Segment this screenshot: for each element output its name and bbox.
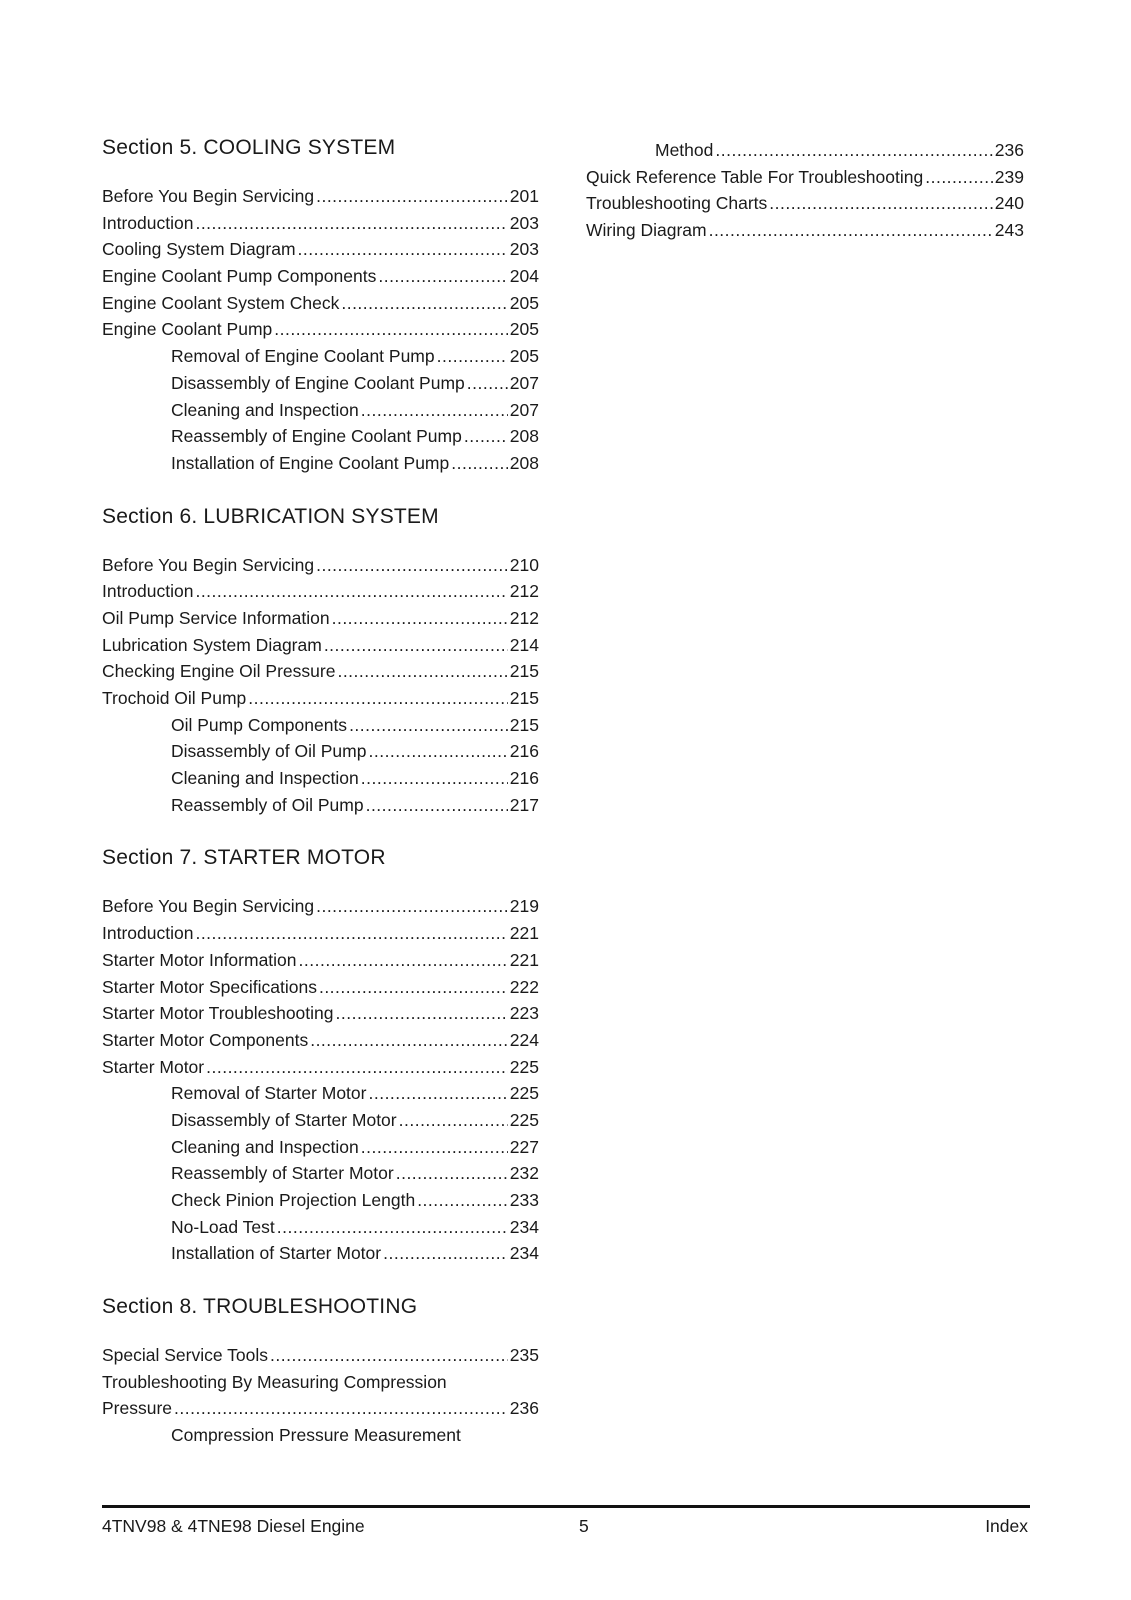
dot-leader — [383, 1240, 508, 1267]
toc-entry-page: 212 — [509, 581, 539, 602]
toc-entry-title: Disassembly of Oil Pump — [171, 741, 367, 762]
toc-entry[interactable] — [102, 792, 539, 819]
dot-leader — [378, 263, 507, 290]
toc-entry-title: Reassembly of Engine Coolant Pump — [171, 426, 462, 447]
toc-entry-title: Trochoid Oil Pump — [102, 688, 247, 708]
toc-entry-page: 203 — [509, 212, 539, 233]
toc-entry-title: Method — [655, 140, 714, 160]
toc-entry[interactable] — [102, 1054, 539, 1081]
toc-entry[interactable] — [102, 605, 539, 632]
toc-entry[interactable] — [102, 1369, 539, 1396]
dot-leader — [316, 183, 508, 210]
toc-entry[interactable] — [102, 1422, 539, 1449]
dot-leader — [437, 343, 508, 370]
dot-leader — [349, 712, 508, 739]
toc-entry-page: 215 — [509, 688, 539, 708]
toc-entry[interactable] — [102, 974, 539, 1001]
dot-leader — [248, 685, 508, 712]
section-heading[interactable]: Section 7. STARTER MOTOR — [102, 846, 386, 870]
toc-entry-page: 205 — [509, 292, 539, 313]
toc-entry-title: Cooling System Diagram — [102, 239, 296, 260]
dot-leader — [925, 164, 993, 191]
dot-leader — [337, 658, 507, 685]
toc-entry[interactable] — [102, 765, 539, 792]
toc-entry-title: Troubleshooting Charts — [586, 193, 768, 214]
dot-leader — [366, 792, 508, 819]
toc-entry-page: 208 — [509, 452, 539, 473]
dot-leader — [316, 893, 508, 920]
toc-entry-title: Starter Motor Components — [102, 1029, 309, 1050]
toc-entry-title: Installation of Engine Coolant Pump — [171, 452, 450, 473]
toc-entry-title: Introduction — [102, 581, 194, 602]
dot-leader — [174, 1395, 508, 1422]
toc-entry-page: 204 — [509, 266, 539, 287]
toc-entry[interactable] — [586, 190, 1024, 217]
toc-entry-title: Check Pinion Projection Length — [171, 1190, 416, 1210]
toc-entry[interactable] — [102, 1395, 539, 1422]
dot-leader — [464, 423, 508, 450]
dot-leader — [206, 1054, 508, 1081]
toc-entry-title: Reassembly of Oil Pump — [171, 794, 364, 815]
toc-entry-page: 234 — [509, 1243, 539, 1264]
toc-entry-title: Cleaning and Inspection — [171, 768, 359, 789]
toc-section — [102, 1292, 539, 1449]
dot-leader — [324, 632, 508, 659]
toc-entry-title: Starter Motor Troubleshooting — [102, 1003, 334, 1024]
section-heading[interactable]: Section 5. COOLING SYSTEM — [102, 136, 396, 159]
toc-entry-page: 223 — [509, 1003, 539, 1024]
toc-entry[interactable] — [102, 920, 539, 947]
dot-leader — [769, 190, 993, 217]
section-heading[interactable]: Section 6. LUBRICATION SYSTEM — [102, 504, 439, 528]
toc-entry[interactable] — [102, 1187, 539, 1214]
toc-entry-title: Pressure — [102, 1398, 173, 1419]
dot-leader — [451, 450, 508, 477]
toc-entry-title: Lubrication System Diagram — [102, 634, 322, 655]
toc-entry[interactable] — [102, 183, 539, 210]
toc-entry[interactable] — [102, 236, 539, 263]
toc-entry-page: 233 — [509, 1190, 539, 1210]
toc-entry-title: Starter Motor — [102, 1056, 205, 1077]
toc-entry[interactable] — [102, 290, 539, 317]
toc-entry[interactable] — [102, 738, 539, 765]
toc-entry-title: Oil Pump Service Information — [102, 607, 330, 628]
dot-leader — [399, 1107, 508, 1134]
toc-entry-page: 225 — [509, 1056, 539, 1077]
dot-leader — [368, 1080, 507, 1107]
toc-entry-title: Quick Reference Table For Troubleshooting — [586, 166, 924, 187]
toc-entry[interactable] — [102, 1160, 539, 1187]
dot-leader — [310, 1027, 508, 1054]
toc-entry-title: Before You Begin Servicing — [102, 186, 315, 206]
toc-entry[interactable] — [102, 552, 539, 579]
toc-entry-page: 217 — [509, 794, 539, 815]
toc-entry[interactable] — [102, 316, 539, 343]
toc-entry-page: 210 — [509, 554, 539, 575]
toc-entry[interactable] — [102, 1214, 539, 1241]
footer-rule — [102, 1505, 1030, 1508]
toc-entry[interactable] — [102, 210, 539, 237]
toc-entry-page: 215 — [509, 661, 539, 682]
dot-leader — [715, 137, 992, 164]
toc-entry[interactable] — [102, 893, 539, 920]
toc-section — [102, 502, 539, 819]
dot-leader — [195, 578, 507, 605]
toc-entry-title: Cleaning and Inspection — [171, 399, 359, 420]
toc-entry-page: 216 — [509, 741, 539, 762]
dot-leader — [467, 370, 508, 397]
toc-entry-title: Engine Coolant Pump — [102, 319, 273, 340]
toc-right-column — [586, 137, 1024, 244]
toc-entry-title: Compression Pressure Measurement — [171, 1425, 461, 1446]
toc-entry-page: 205 — [509, 319, 539, 340]
toc-entry-title: Disassembly of Engine Coolant Pump — [171, 372, 465, 393]
toc-entry[interactable] — [586, 217, 1024, 244]
dot-leader — [274, 316, 508, 343]
toc-entry-page: 235 — [509, 1345, 539, 1366]
toc-entry-page: 224 — [509, 1029, 539, 1050]
toc-entry[interactable] — [102, 263, 539, 290]
footer-page-number: 5 — [579, 1516, 589, 1536]
toc-entry-title: Special Service Tools — [102, 1345, 269, 1366]
toc-entry[interactable] — [102, 1027, 539, 1054]
toc-entry-page: 201 — [509, 186, 539, 206]
dot-leader — [361, 765, 508, 792]
toc-entry-page: 219 — [509, 896, 539, 917]
toc-entry-page: 221 — [509, 949, 539, 970]
toc-entry-title: Starter Motor Specifications — [102, 976, 317, 997]
toc-entry[interactable] — [102, 578, 539, 605]
toc-entry-page: 221 — [509, 923, 539, 944]
footer-manual-title: 4TNV98 & 4TNE98 Diesel Engine — [102, 1516, 365, 1536]
toc-entry-page: 227 — [509, 1136, 539, 1157]
dot-leader — [336, 1000, 508, 1027]
toc-entry-page: 208 — [509, 426, 539, 447]
dot-leader — [299, 947, 508, 974]
toc-entry[interactable] — [102, 423, 539, 450]
toc-entry-page: 236 — [509, 1398, 539, 1419]
dot-leader — [298, 236, 508, 263]
toc-entry[interactable] — [102, 1342, 539, 1369]
toc-entry-title: Before You Begin Servicing — [102, 554, 315, 575]
dot-leader — [396, 1160, 508, 1187]
toc-entry-page: 203 — [509, 239, 539, 260]
toc-entry-title: Introduction — [102, 212, 194, 233]
toc-entry-page: 239 — [994, 166, 1024, 187]
footer-section-name: Index — [985, 1516, 1028, 1536]
dot-leader — [361, 1134, 508, 1161]
toc-entry-page: 225 — [509, 1109, 539, 1130]
dot-leader — [277, 1214, 508, 1241]
toc-entry-page: 214 — [509, 634, 539, 655]
toc-entry[interactable] — [586, 164, 1024, 191]
dot-leader — [417, 1187, 508, 1214]
toc-entry-page: 232 — [509, 1163, 539, 1184]
toc-entry-page: 240 — [994, 193, 1024, 214]
toc-entry[interactable] — [102, 947, 539, 974]
toc-left-column — [102, 133, 539, 1474]
toc-entry[interactable] — [102, 658, 539, 685]
toc-entry-page: 243 — [994, 220, 1024, 241]
dot-leader — [709, 217, 993, 244]
toc-entry-page: 207 — [509, 372, 539, 393]
dot-leader — [361, 397, 508, 424]
toc-entry[interactable] — [102, 370, 539, 397]
toc-entry-title: Disassembly of Starter Motor — [171, 1109, 397, 1130]
dot-leader — [319, 974, 508, 1001]
dot-leader — [368, 738, 507, 765]
toc-entry[interactable] — [102, 1000, 539, 1027]
toc-entry-page: 216 — [509, 768, 539, 789]
toc-entry[interactable] — [102, 712, 539, 739]
toc-entry-page: 225 — [509, 1083, 539, 1104]
toc-entry-title: Engine Coolant System Check — [102, 292, 340, 313]
dot-leader — [195, 210, 507, 237]
toc-entry-title: Troubleshooting By Measuring Compression — [102, 1371, 447, 1392]
toc-entry-page: 236 — [994, 140, 1024, 160]
dot-leader — [341, 290, 507, 317]
toc-section — [102, 133, 539, 477]
toc-entry-title: Introduction — [102, 923, 194, 944]
toc-entry-page: 215 — [509, 714, 539, 735]
toc-entry[interactable] — [102, 1080, 539, 1107]
toc-entry-title: Installation of Starter Motor — [171, 1243, 382, 1264]
toc-entry[interactable] — [102, 343, 539, 370]
toc-entry-title: No-Load Test — [171, 1216, 275, 1237]
toc-entry-title: Before You Begin Servicing — [102, 896, 315, 917]
dot-leader — [316, 552, 508, 579]
toc-entry[interactable] — [102, 450, 539, 477]
toc-entry[interactable] — [102, 1107, 539, 1134]
toc-entry-title: Checking Engine Oil Pressure — [102, 661, 336, 682]
toc-entry[interactable] — [102, 632, 539, 659]
toc-entry-page: 207 — [509, 399, 539, 420]
toc-entry[interactable] — [102, 1240, 539, 1267]
dot-leader — [195, 920, 507, 947]
toc-entry-title: Wiring Diagram — [586, 220, 707, 241]
toc-entry-page: 234 — [509, 1216, 539, 1237]
toc-entry-title: Starter Motor Information — [102, 949, 297, 970]
toc-entry-title: Oil Pump Components — [171, 714, 348, 735]
toc-entry-page: 222 — [509, 976, 539, 997]
toc-entry[interactable] — [102, 397, 539, 424]
toc-entry-title: Engine Coolant Pump Components — [102, 266, 377, 287]
dot-leader — [270, 1342, 508, 1369]
toc-entry-title: Removal of Starter Motor — [171, 1083, 367, 1104]
toc-entry-title: Cleaning and Inspection — [171, 1136, 359, 1157]
toc-entry[interactable] — [102, 685, 539, 712]
toc-section — [102, 843, 539, 1267]
section-heading[interactable]: Section 8. TROUBLESHOOTING — [102, 1295, 418, 1319]
toc-entry[interactable] — [586, 137, 1024, 164]
toc-entry-title: Reassembly of Starter Motor — [171, 1163, 394, 1184]
toc-entry[interactable] — [102, 1134, 539, 1161]
toc-entry-title: Removal of Engine Coolant Pump — [171, 346, 435, 367]
toc-entry-page: 212 — [509, 607, 539, 628]
toc-entry-page: 205 — [509, 346, 539, 367]
dot-leader — [332, 605, 508, 632]
